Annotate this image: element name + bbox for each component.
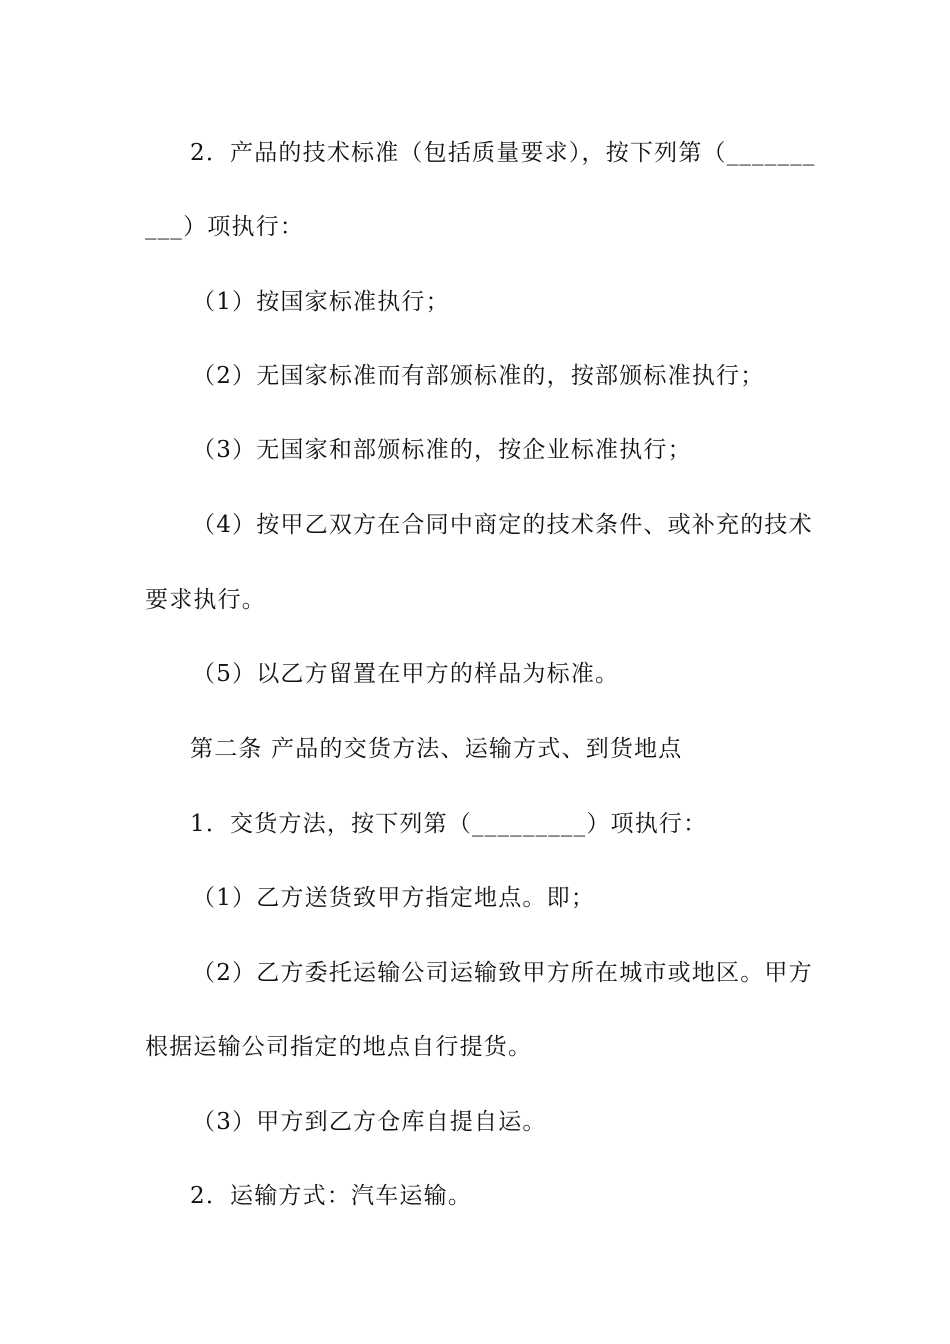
paragraph-line: ___）项执行： [145, 214, 305, 240]
paragraph-line: （5）以乙方留置在甲方的样品为标准。 [192, 661, 620, 687]
paragraph-line: （1）按国家标准执行； [192, 289, 450, 315]
paragraph-line: 要求执行。 [145, 587, 266, 613]
paragraph-line: 2．产品的技术标准（包括质量要求），按下列第（_______ [190, 140, 816, 166]
paragraph-line: 2．运输方式：汽车运输。 [190, 1183, 473, 1209]
paragraph-line: （1）乙方送货致甲方指定地点。即； [192, 885, 596, 911]
section-heading: 第二条 产品的交货方法、运输方式、到货地点 [190, 736, 683, 762]
paragraph-line: （2）无国家标准而有部颁标准的，按部颁标准执行； [192, 363, 765, 389]
paragraph-line: （3）甲方到乙方仓库自提自运。 [192, 1109, 547, 1135]
paragraph-line: （2）乙方委托运输公司运输致甲方所在城市或地区。甲方 [192, 960, 813, 986]
paragraph-line: 根据运输公司指定的地点自行提货。 [145, 1034, 533, 1060]
paragraph-line: 1．交货方法，按下列第（_________）项执行： [190, 811, 708, 837]
paragraph-line: （3）无国家和部颁标准的，按企业标准执行； [192, 437, 692, 463]
paragraph-line: （4）按甲乙双方在合同中商定的技术条件、或补充的技术 [192, 512, 813, 538]
